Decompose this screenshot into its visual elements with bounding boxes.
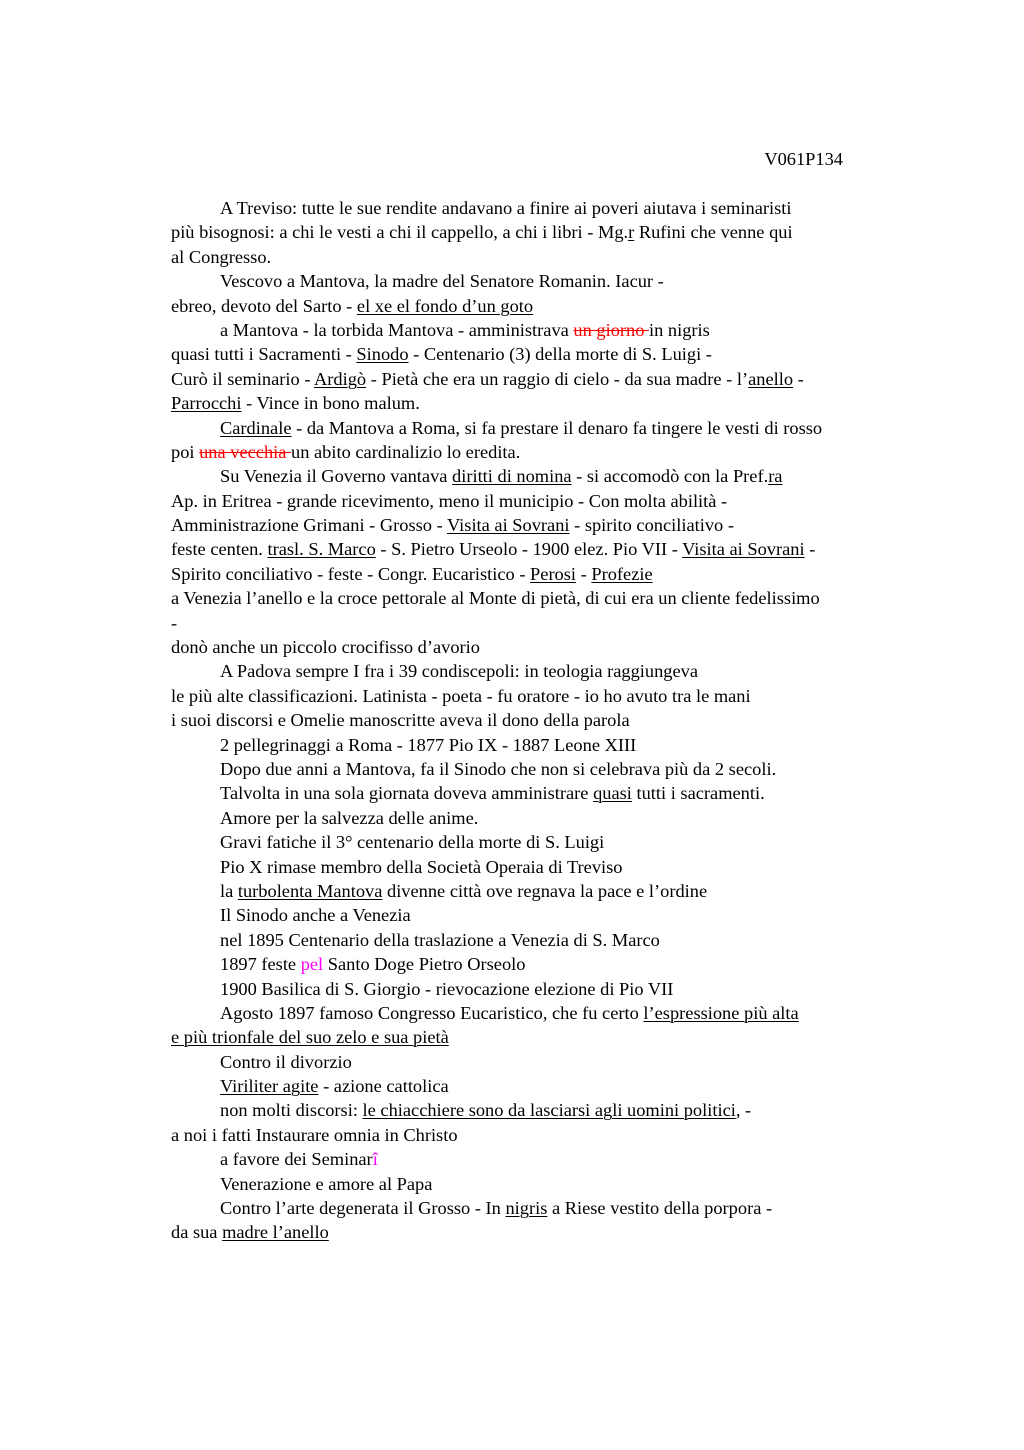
text-line	[171, 855, 911, 879]
text-segment: - si accomodò con la Pref.	[571, 466, 769, 487]
text-line	[171, 1001, 911, 1025]
text-segment: un abito cardinalizio lo eredita.	[291, 441, 521, 462]
text-segment: Spirito conciliativo - feste - Congr. Eucaristico -	[171, 563, 531, 584]
text-segment: in nigris	[649, 319, 710, 340]
text-segment: A Padova sempre I fra i 39 condiscepoli: in teologia raggiungeva	[220, 661, 699, 682]
text-line	[171, 806, 911, 830]
text-line	[171, 1147, 911, 1171]
text-segment: Contro l’arte degenerata il Grosso - In	[220, 1198, 506, 1219]
text-segment: a Venezia l’anello e la croce pettorale al Monte di pietà, di cui era un cliente fedelissimo	[171, 588, 820, 609]
text-segment: -	[576, 563, 592, 584]
text-line	[171, 489, 911, 513]
text-segment: - Vince in bono malum.	[241, 393, 420, 414]
text-line	[171, 1220, 911, 1244]
text-line	[171, 196, 911, 220]
text-segment: da sua	[171, 1222, 223, 1243]
text-segment: Contro il divorzio	[220, 1051, 352, 1072]
text-segment: 1897 feste	[220, 954, 301, 975]
text-line	[171, 562, 911, 586]
underlined-text: turbolenta Mantova	[237, 880, 383, 901]
text-segment: - Pietà che era un raggio di cielo - da sua madre - l’	[366, 368, 749, 389]
text-line	[171, 635, 911, 659]
text-segment: Su Venezia il Governo vantava	[220, 466, 453, 487]
underlined-text: madre l’anello	[222, 1222, 329, 1243]
text-segment: Vescovo a Mantova, la madre del Senatore Romanin. Iacur -	[220, 271, 664, 292]
text-line	[171, 733, 911, 757]
text-segment: tutti i sacramenti.	[631, 783, 765, 804]
text-line	[171, 586, 911, 610]
text-segment: le più alte classificazioni. Latinista - poeta - fu oratore - io ho avuto tra le mani	[171, 685, 751, 706]
underlined-text: quasi	[593, 783, 632, 804]
document-body	[171, 196, 911, 1245]
text-line	[171, 220, 911, 244]
text-segment: ebreo, devoto del Sarto -	[171, 295, 357, 316]
text-line	[171, 440, 911, 464]
text-segment: Venerazione e amore al Papa	[220, 1173, 433, 1194]
text-line	[171, 781, 911, 805]
text-line	[171, 1196, 911, 1220]
text-segment: i suoi discorsi e Omelie manoscritte aveva il dono della parola	[171, 710, 630, 731]
text-segment: nel 1895 Centenario della traslazione a Venezia di S. Marco	[220, 929, 660, 950]
text-segment: Ap. in Eritrea - grande ricevimento, meno il municipio - Con molta abilità -	[171, 490, 728, 511]
text-segment: -	[171, 612, 178, 633]
text-segment: Curò il seminario -	[171, 368, 315, 389]
text-segment: - S. Pietro Urseolo - 1900 elez. Pio VII -	[375, 539, 683, 560]
highlighted-text: î	[372, 1149, 378, 1170]
underlined-text: Visita ai Sovrani	[447, 515, 570, 536]
text-segment: a Mantova - la torbida Mantova - amministrava	[220, 319, 574, 340]
text-segment: Rufini che venne qui	[634, 222, 793, 243]
underlined-text: anello	[748, 368, 794, 389]
underlined-text: Sinodo	[356, 344, 409, 365]
text-line	[171, 1050, 911, 1074]
underlined-text: Ardigò	[314, 368, 367, 389]
text-segment: - spirito conciliativo -	[569, 515, 734, 536]
text-segment: a Riese vestito della porpora -	[547, 1198, 773, 1219]
text-segment: donò anche un piccolo crocifisso d’avorio	[171, 637, 480, 658]
text-line	[171, 294, 911, 318]
text-line	[171, 269, 911, 293]
text-line	[171, 684, 911, 708]
underlined-text: l’espressione più alta	[643, 1002, 799, 1023]
underlined-text: le chiacchiere sono da lasciarsi agli uomini politici	[362, 1100, 736, 1121]
underlined-text: trasl. S. Marco	[267, 539, 376, 560]
underlined-text: Profezie	[591, 563, 653, 584]
underlined-text: Cardinale	[220, 417, 292, 438]
text-line	[171, 416, 911, 440]
text-segment: feste centen.	[171, 539, 268, 560]
text-segment: più bisognosi: a chi le vesti a chi il cappello, a chi i libri - Mg.	[171, 222, 629, 243]
text-line	[171, 952, 911, 976]
text-line	[171, 1172, 911, 1196]
text-line	[171, 464, 911, 488]
underlined-text: el xe el fondo d’un goto	[356, 295, 534, 316]
underlined-text: Perosi	[530, 563, 577, 584]
text-segment: Il Sinodo anche a Venezia	[220, 905, 411, 926]
text-segment: non molti discorsi:	[220, 1100, 363, 1121]
text-line	[171, 1123, 911, 1147]
text-segment: 1900 Basilica di S. Giorgio - rievocazione elezione di Pio VII	[220, 978, 674, 999]
text-line	[171, 513, 911, 537]
text-line	[171, 1025, 911, 1049]
struck-through-text: un giorno	[573, 319, 650, 340]
text-line	[171, 611, 911, 635]
text-line	[171, 879, 911, 903]
text-segment: poi	[171, 441, 200, 462]
text-line	[171, 928, 911, 952]
text-line	[171, 391, 911, 415]
text-segment: a noi i fatti Instaurare omnia in Christo	[171, 1124, 458, 1145]
underlined-text: e più trionfale del suo zelo e sua pietà	[171, 1027, 449, 1048]
text-line	[171, 367, 911, 391]
text-segment: a favore dei Seminar	[220, 1149, 373, 1170]
text-segment: Dopo due anni a Mantova, fa il Sinodo che non si celebrava più da 2 secoli.	[220, 758, 777, 779]
text-segment: Agosto 1897 famoso Congresso Eucaristico, che fu certo	[220, 1002, 644, 1023]
underlined-text: Visita ai Sovrani	[682, 539, 805, 560]
text-segment: Pio X rimase membro della Società Operaia di Treviso	[220, 856, 623, 877]
underlined-text: ra	[768, 466, 783, 487]
text-line	[171, 977, 911, 1001]
text-line	[171, 757, 911, 781]
text-line	[171, 1074, 911, 1098]
text-segment: Amministrazione Grimani - Grosso -	[171, 515, 447, 536]
text-segment: - da Mantova a Roma, si fa prestare il denaro fa tingere le vesti di rosso	[291, 417, 823, 438]
text-segment: al Congresso.	[171, 246, 272, 267]
text-segment: Gravi fatiche il 3° centenario della morte di S. Luigi	[220, 832, 605, 853]
text-segment: la	[220, 880, 238, 901]
text-segment: , -	[735, 1100, 752, 1121]
text-line	[171, 708, 911, 732]
underlined-text: nigris	[505, 1198, 548, 1219]
underlined-text: diritti di nomina	[452, 466, 572, 487]
text-segment: divenne città ove regnava la pace e l’ordine	[382, 880, 708, 901]
text-segment: - Centenario (3) della morte di S. Luigi -	[408, 344, 712, 365]
page-identifier: V061P134	[764, 149, 843, 169]
text-segment: Santo Doge Pietro Orseolo	[323, 954, 526, 975]
text-segment: 2 pellegrinaggi a Roma - 1877 Pio IX - 1887 Leone XIII	[220, 734, 637, 755]
underlined-text: r	[628, 222, 635, 243]
text-line	[171, 1098, 911, 1122]
struck-through-text: una vecchia	[199, 441, 292, 462]
text-segment: - azione cattolica	[318, 1076, 449, 1097]
text-line	[171, 659, 911, 683]
text-line	[171, 830, 911, 854]
underlined-text: Viriliter agite	[220, 1076, 319, 1097]
highlighted-text: pel	[300, 954, 324, 975]
text-segment: -	[804, 539, 816, 560]
text-line	[171, 342, 911, 366]
text-segment: A Treviso: tutte le sue rendite andavano a finire ai poveri aiutava i seminaristi	[220, 198, 792, 218]
text-line	[171, 903, 911, 927]
text-segment: -	[793, 368, 804, 389]
text-line	[171, 318, 911, 342]
text-line	[171, 245, 911, 269]
text-line	[171, 537, 911, 561]
text-segment: Talvolta in una sola giornata doveva amministrare	[220, 783, 594, 804]
underlined-text: Parrocchi	[171, 393, 242, 414]
text-segment: quasi tutti i Sacramenti -	[171, 344, 357, 365]
text-segment: Amore per la salvezza delle anime.	[220, 807, 479, 828]
